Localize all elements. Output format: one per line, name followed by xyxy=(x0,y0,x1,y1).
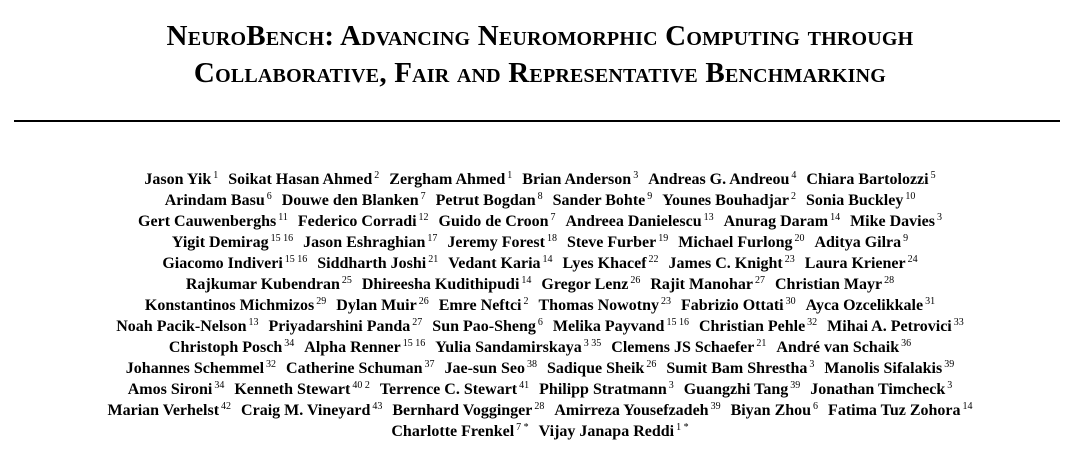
author-affiliation: 39 xyxy=(944,359,955,370)
author xyxy=(432,318,543,335)
author xyxy=(228,171,379,188)
author-name: Sonia Buckley xyxy=(805,192,904,209)
author-name: Priyadarshini Panda xyxy=(268,318,411,335)
author-affiliation: 8 xyxy=(537,191,543,202)
author xyxy=(563,255,659,272)
author-name: Manolis Sifalakis xyxy=(824,360,943,377)
author xyxy=(268,318,422,335)
author xyxy=(681,297,796,314)
author-name: Sumit Bam Shrestha xyxy=(666,360,808,377)
author xyxy=(828,402,972,419)
author xyxy=(678,234,804,251)
author-name: Catherine Schuman xyxy=(286,360,423,377)
author-affiliation: 29 xyxy=(316,296,327,307)
author-affiliation: 32 xyxy=(807,317,818,328)
author-name: Andreas G. Andreou xyxy=(648,171,790,188)
author xyxy=(126,360,276,377)
author xyxy=(436,192,543,209)
author-affiliation: 15 16 xyxy=(284,254,308,265)
author-affiliation: 27 xyxy=(755,275,765,286)
author-name: Marian Verhelst xyxy=(107,402,220,419)
author xyxy=(447,234,557,251)
author xyxy=(611,339,766,356)
title-rule xyxy=(14,120,1060,122)
author xyxy=(128,381,225,398)
author-line xyxy=(0,337,1080,358)
title-line-1: NeuroBench: Advancing Neuromorphic Computing through xyxy=(166,20,914,52)
author xyxy=(286,360,434,377)
author xyxy=(553,192,653,209)
author-affiliation: 13 xyxy=(703,212,714,223)
author-affiliation: 36 xyxy=(901,338,912,349)
author xyxy=(138,213,288,230)
author-line xyxy=(0,253,1080,274)
author-affiliation: 1 xyxy=(213,170,219,181)
author-name: André van Schaik xyxy=(776,339,900,356)
author xyxy=(541,276,640,293)
author-name: Vedant Karia xyxy=(448,255,541,272)
author-name: Alpha Renner xyxy=(304,339,401,356)
author xyxy=(539,381,674,398)
author-name: Yigit Demirag xyxy=(171,234,269,251)
author-name: Jonathan Timcheck xyxy=(810,381,946,398)
author xyxy=(144,171,218,188)
author-name: Dhireesha Kudithipudi xyxy=(361,276,520,293)
author-affiliation: 20 xyxy=(794,233,805,244)
author xyxy=(435,339,601,356)
author xyxy=(554,402,720,419)
author-affiliation: 14 xyxy=(542,254,553,265)
author-affiliation: 2 xyxy=(374,170,380,181)
author xyxy=(439,213,556,230)
author xyxy=(827,318,964,335)
author-name: Chiara Bartolozzi xyxy=(806,171,929,188)
author xyxy=(806,192,915,209)
author-affiliation: 2 xyxy=(523,296,529,307)
author-affiliation: 34 xyxy=(214,380,225,391)
author-name: Christoph Posch xyxy=(168,339,283,356)
author-affiliation: 30 xyxy=(785,296,796,307)
author-name: Petrut Bogdan xyxy=(435,192,536,209)
author xyxy=(169,339,294,356)
author-name: Federico Corradi xyxy=(297,213,417,230)
author-affiliation: 42 xyxy=(221,401,232,412)
author-affiliation: 39 xyxy=(710,401,721,412)
author-affiliation: 15 16 xyxy=(666,317,689,328)
author-name: Guangzhi Tang xyxy=(683,381,789,398)
author-name: Emre Neftci xyxy=(438,297,522,314)
author-affiliation: 1 xyxy=(507,170,513,181)
author-affiliation: 9 xyxy=(903,233,909,244)
author-name: Dylan Muir xyxy=(336,297,417,314)
author-affiliation: 21 xyxy=(428,254,439,265)
author xyxy=(116,318,258,335)
author-name: Noah Pacik-Nelson xyxy=(116,318,247,335)
author xyxy=(362,276,532,293)
author-name: Jae-sun Seo xyxy=(444,360,525,377)
author-affiliation: 7 xyxy=(550,212,556,223)
author-affiliation: 7 * xyxy=(516,422,529,433)
author-name: Steve Furber xyxy=(566,234,657,251)
author-affiliation: 39 xyxy=(790,380,801,391)
author-affiliation: 26 xyxy=(630,275,641,286)
author-name: Yulia Sandamirskaya xyxy=(435,339,582,356)
author-name: Thomas Nowotny xyxy=(538,297,659,314)
author-affiliation: 23 xyxy=(784,254,795,265)
author-name: Mike Davies xyxy=(850,213,935,230)
author-name: Bernhard Vogginger xyxy=(392,402,533,419)
author xyxy=(814,234,908,251)
author-name: Jason Yik xyxy=(144,171,212,188)
author-line xyxy=(0,232,1080,253)
author-line xyxy=(0,358,1080,379)
author-name: Jason Eshraghian xyxy=(303,234,426,251)
author-name: Konstantinos Michmizos xyxy=(144,297,315,314)
author-name: Anurag Daram xyxy=(723,213,829,230)
author-name: Philipp Stratmann xyxy=(539,381,667,398)
author-affiliation: 9 xyxy=(647,191,653,202)
author-affiliation: 21 xyxy=(756,338,767,349)
author-affiliation: 26 xyxy=(646,359,657,370)
author-affiliation: 28 xyxy=(884,275,895,286)
author-name: Soikat Hasan Ahmed xyxy=(228,171,373,188)
author-affiliation: 7 xyxy=(420,191,426,202)
author-name: Sadique Sheik xyxy=(546,360,645,377)
author xyxy=(282,192,426,209)
author-affiliation: 6 xyxy=(813,401,819,412)
author-affiliation: 12 xyxy=(418,212,429,223)
author-affiliation: 6 xyxy=(266,191,272,202)
author-affiliation: 5 xyxy=(930,170,936,181)
author xyxy=(539,423,689,440)
author xyxy=(186,276,352,293)
author xyxy=(810,381,952,398)
author xyxy=(439,297,529,314)
author xyxy=(303,234,437,251)
author-affiliation: 2 xyxy=(790,191,796,202)
author xyxy=(539,297,671,314)
author-affiliation: 19 xyxy=(658,233,669,244)
author-affiliation: 32 xyxy=(266,359,277,370)
author xyxy=(392,402,544,419)
author-name: Johannes Schemmel xyxy=(125,360,265,377)
author xyxy=(650,276,765,293)
author xyxy=(391,423,528,440)
author-affiliation: 15 16 xyxy=(270,233,294,244)
author-name: Kenneth Stewart xyxy=(234,381,351,398)
author-line xyxy=(0,190,1080,211)
author-affiliation: 38 xyxy=(526,359,537,370)
author xyxy=(850,213,942,230)
author-affiliation: 3 35 xyxy=(583,338,602,349)
author xyxy=(145,297,326,314)
author-name: Amirreza Yousefzadeh xyxy=(554,402,709,419)
author xyxy=(776,339,911,356)
author xyxy=(669,255,795,272)
author xyxy=(547,360,656,377)
author-name: Rajkumar Kubendran xyxy=(185,276,340,293)
author-name: Amos Sironi xyxy=(127,381,213,398)
author xyxy=(336,297,428,314)
author-affiliation: 3 xyxy=(936,212,942,223)
author-affiliation: 14 xyxy=(830,212,841,223)
author-name: Arindam Basu xyxy=(164,192,265,209)
author-affiliation: 25 xyxy=(341,275,352,286)
author-affiliation: 40 2 xyxy=(352,380,370,391)
author-name: Gert Cauwenberghs xyxy=(138,213,277,230)
author-name: Terrence C. Stewart xyxy=(379,381,518,398)
author-affiliation: 13 xyxy=(248,317,259,328)
author-name: Douwe den Blanken xyxy=(281,192,419,209)
author-name: Younes Bouhadjar xyxy=(662,192,789,209)
author-affiliation: 11 xyxy=(278,212,288,223)
author xyxy=(522,171,638,188)
author xyxy=(553,318,689,335)
author-name: Gregor Lenz xyxy=(541,276,629,293)
author-name: Andreea Danielescu xyxy=(565,213,702,230)
author xyxy=(731,402,818,419)
author-affiliation: 3 xyxy=(947,380,953,391)
author xyxy=(684,381,801,398)
author-list xyxy=(0,169,1080,442)
author xyxy=(806,297,935,314)
author-name: Christian Mayr xyxy=(775,276,883,293)
author-line xyxy=(0,379,1080,400)
author-affiliation: 3 xyxy=(668,380,674,391)
author-name: Rajit Manohar xyxy=(650,276,753,293)
author-affiliation: 15 16 xyxy=(402,338,426,349)
author xyxy=(304,339,425,356)
author-name: Craig M. Vineyard xyxy=(241,402,371,419)
author-name: Zergham Ahmed xyxy=(389,171,506,188)
author-affiliation: 10 xyxy=(905,191,916,202)
author xyxy=(648,171,796,188)
author-name: Fabrizio Ottati xyxy=(680,297,784,314)
author xyxy=(724,213,840,230)
author-line xyxy=(0,211,1080,232)
author-affiliation: 6 xyxy=(537,317,543,328)
author-line xyxy=(0,316,1080,337)
author-name: Lyes Khacef xyxy=(562,255,647,272)
paper-title xyxy=(0,18,1080,92)
author-line xyxy=(0,421,1080,442)
author-affiliation: 1 * xyxy=(676,422,689,433)
author xyxy=(806,171,935,188)
author-name: Ayca Ozcelikkale xyxy=(805,297,924,314)
author-affiliation: 3 xyxy=(633,170,639,181)
author-name: Charlotte Frenkel xyxy=(391,423,515,440)
author xyxy=(165,192,272,209)
author-affiliation: 14 xyxy=(962,401,973,412)
author-name: Fatima Tuz Zohora xyxy=(828,402,961,419)
author-name: Melika Payvand xyxy=(552,318,665,335)
author-name: Vijay Janapa Reddi xyxy=(538,423,675,440)
author-name: Michael Furlong xyxy=(678,234,793,251)
author-name: Brian Anderson xyxy=(522,171,632,188)
author-affiliation: 31 xyxy=(925,296,936,307)
author-line xyxy=(0,400,1080,421)
author-affiliation: 17 xyxy=(427,233,438,244)
author-affiliation: 41 xyxy=(519,380,530,391)
author xyxy=(666,360,814,377)
author-name: Christian Pehle xyxy=(698,318,806,335)
author-affiliation: 4 xyxy=(791,170,797,181)
author-line xyxy=(0,274,1080,295)
author-name: Giacomo Indiveri xyxy=(162,255,283,272)
author xyxy=(380,381,529,398)
author-affiliation: 14 xyxy=(521,275,532,286)
author-name: Sander Bohte xyxy=(552,192,646,209)
author-affiliation: 43 xyxy=(372,401,383,412)
author-name: Guido de Croon xyxy=(438,213,549,230)
author xyxy=(107,402,231,419)
author-name: Aditya Gilra xyxy=(814,234,902,251)
author xyxy=(444,360,536,377)
author xyxy=(234,381,369,398)
author-name: Siddharth Joshi xyxy=(317,255,427,272)
author-name: Mihai A. Petrovici xyxy=(827,318,952,335)
author xyxy=(172,234,293,251)
author-name: Clemens JS Schaefer xyxy=(611,339,755,356)
author xyxy=(298,213,429,230)
author-affiliation: 37 xyxy=(424,359,435,370)
author xyxy=(162,255,307,272)
author-affiliation: 22 xyxy=(648,254,659,265)
title-line-2: Collaborative, Fair and Representative Benchmarking xyxy=(193,57,887,89)
author-affiliation: 24 xyxy=(907,254,918,265)
author xyxy=(662,192,796,209)
author xyxy=(699,318,817,335)
author-name: Jeremy Forest xyxy=(447,234,545,251)
author-affiliation: 33 xyxy=(953,317,964,328)
author-affiliation: 34 xyxy=(284,338,295,349)
author xyxy=(448,255,552,272)
author-name: Biyan Zhou xyxy=(730,402,812,419)
author-name: Laura Kriener xyxy=(804,255,906,272)
author xyxy=(241,402,382,419)
author xyxy=(317,255,438,272)
author xyxy=(565,213,713,230)
author-name: Sun Pao-Sheng xyxy=(432,318,536,335)
author xyxy=(824,360,954,377)
author xyxy=(567,234,668,251)
author-affiliation: 18 xyxy=(546,233,557,244)
author-affiliation: 27 xyxy=(412,317,423,328)
author-affiliation: 3 xyxy=(809,359,815,370)
author-name: James C. Knight xyxy=(668,255,783,272)
author xyxy=(805,255,918,272)
author xyxy=(775,276,894,293)
author-affiliation: 23 xyxy=(660,296,671,307)
author-line xyxy=(0,295,1080,316)
author-affiliation: 28 xyxy=(534,401,545,412)
author xyxy=(389,171,512,188)
author-line xyxy=(0,169,1080,190)
author-affiliation: 26 xyxy=(418,296,429,307)
